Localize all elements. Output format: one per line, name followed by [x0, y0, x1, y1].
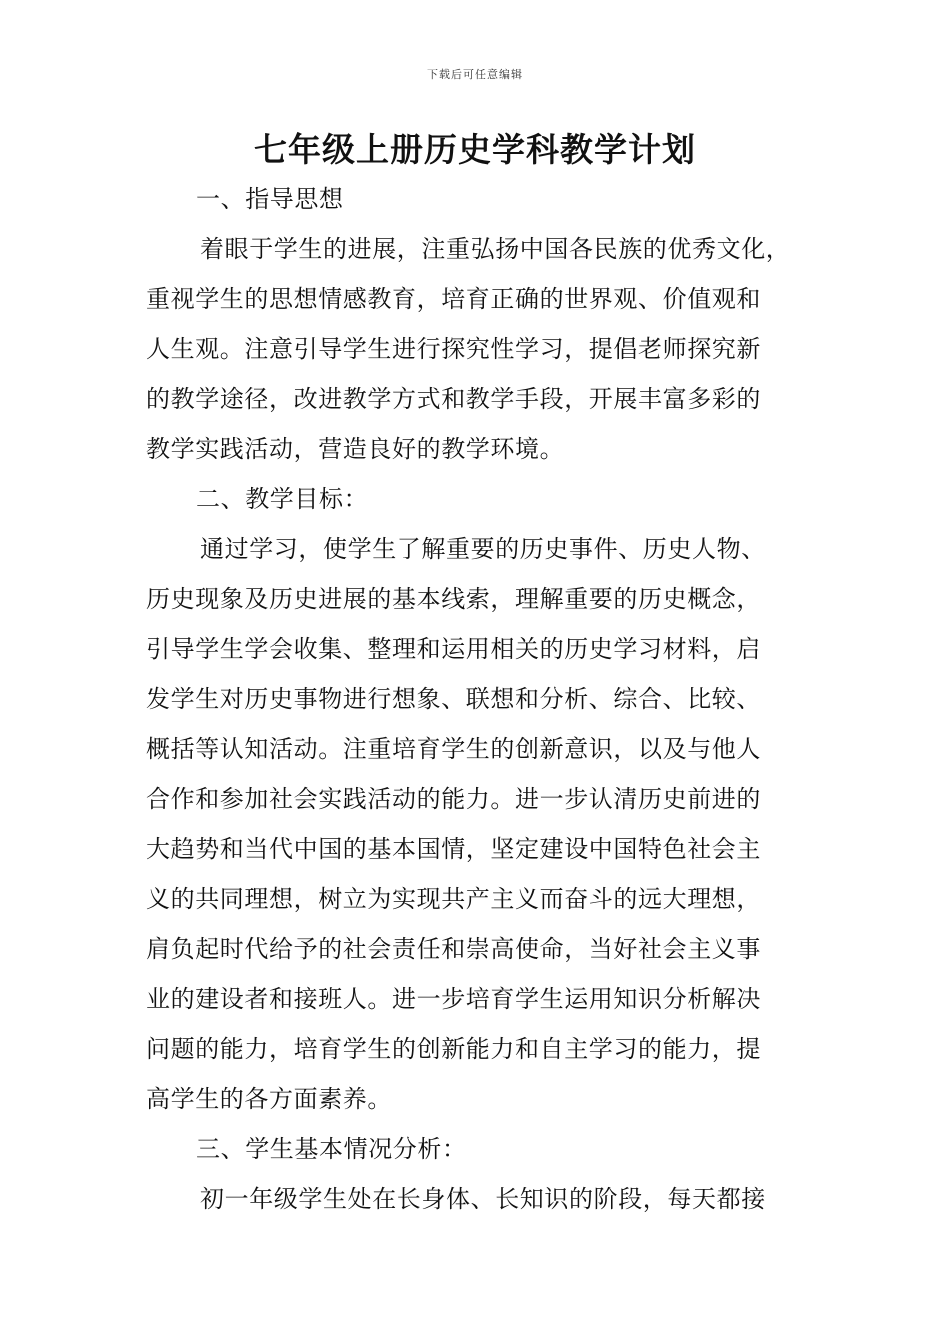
text-line: 义的共同理想，树立为实现共产主义而奋斗的远大理想， — [146, 885, 761, 913]
text-line: 的教学途径，改进教学方式和教学手段，开展丰富多彩的 — [146, 385, 761, 413]
text-line: 合作和参加社会实践活动的能力。进一步认清历史前进的 — [146, 785, 761, 813]
section-heading: 三、学生基本情况分析： — [196, 1135, 467, 1163]
document-title: 七年级上册历史学科教学计划 — [254, 130, 696, 169]
text-line: 初一年级学生处在长身体、长知识的阶段，每天都接 — [200, 1185, 766, 1213]
text-line: 教学实践活动，营造良好的教学环境。 — [146, 435, 565, 463]
text-line: 大趋势和当代中国的基本国情，坚定建设中国特色社会主 — [146, 835, 761, 863]
section-heading: 二、教学目标： — [196, 485, 369, 513]
text-line: 肩负起时代给予的社会责任和崇高使命，当好社会主义事 — [146, 935, 761, 963]
text-line: 概括等认知活动。注重培育学生的创新意识，以及与他人 — [146, 735, 761, 763]
text-line: 高学生的各方面素养。 — [146, 1085, 392, 1113]
document-body — [146, 174, 818, 1224]
text-line: 历史现象及历史进展的基本线索，理解重要的历史概念， — [146, 585, 761, 613]
text-line: 业的建设者和接班人。进一步培育学生运用知识分析解决 — [146, 985, 761, 1013]
text-line: 问题的能力，培育学生的创新能力和自主学习的能力，提 — [146, 1035, 761, 1063]
text-line: 通过学习，使学生了解重要的历史事件、历史人物、 — [200, 535, 766, 563]
text-line: 着眼于学生的进展，注重弘扬中国各民族的优秀文化， — [200, 235, 791, 263]
text-line: 引导学生学会收集、整理和运用相关的历史学习材料，启 — [146, 635, 761, 663]
text-line: 重视学生的思想情感教育，培育正确的世界观、价值观和 — [146, 285, 761, 313]
page-header-note: 下载后可任意编辑 — [427, 68, 523, 81]
section-heading: 一、指导思想 — [196, 185, 344, 213]
text-line: 人生观。注意引导学生进行探究性学习，提倡老师探究新 — [146, 335, 761, 363]
text-line: 发学生对历史事物进行想象、联想和分析、综合、比较、 — [146, 685, 761, 713]
